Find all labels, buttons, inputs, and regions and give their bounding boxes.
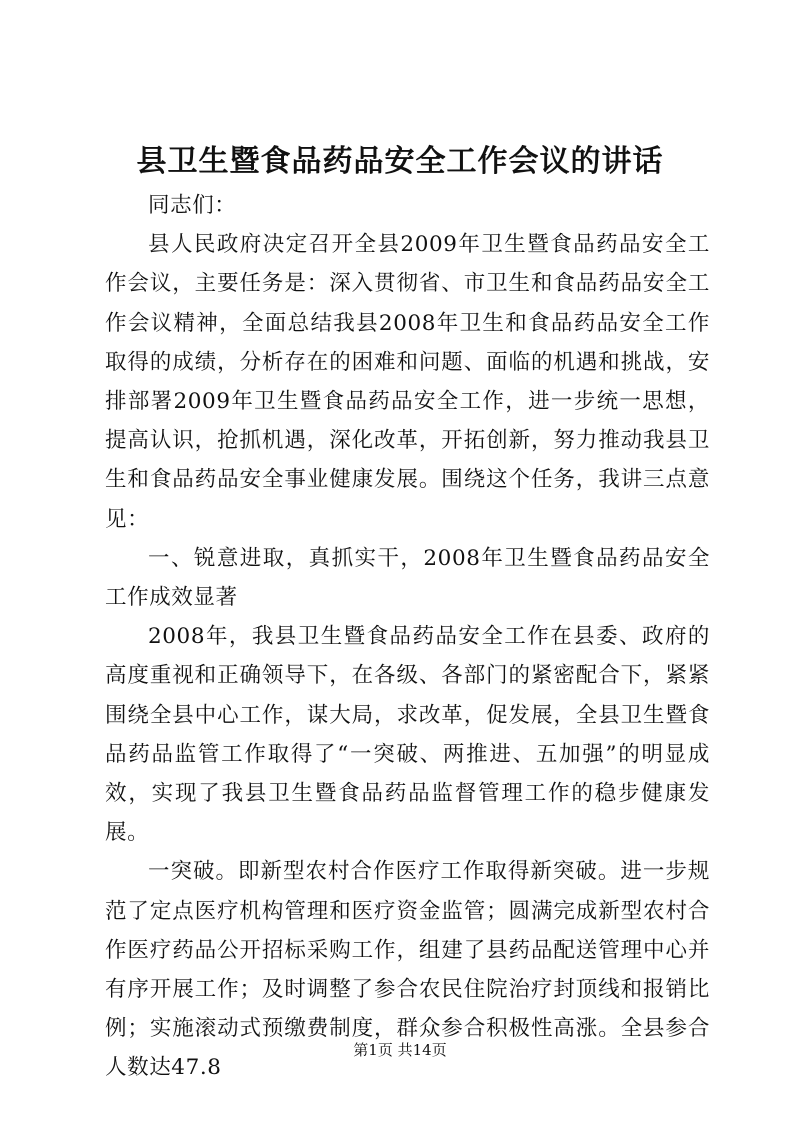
salutation: 同志们：	[148, 193, 237, 218]
page-number-footer: 第1页 共14页	[353, 1041, 447, 1059]
section-heading: 一、锐意进取，真抓实干，2008年卫生暨食品药品安全工作成效显著	[105, 545, 710, 611]
document-title: 县卫生暨食品药品安全工作会议的讲话	[136, 144, 664, 179]
paragraph-intro: 县人民政府决定召开全县2009年卫生暨食品药品安全工作会议，主要任务是：深入贯彻省、市卫生和食品药品安全工作会议精神，全面总结我县2008年卫生和食品药品安全工作取得的成绩，分析存在的困难和问题、面临的机遇和挑战，安排部署2009年卫生暨食品药品安全工作，进一步统一思想，提高认识，抢抓机遇，深化改革，开拓创新，努力推动我县卫生和食品药品安全事业健康发展。围绕这个任务，我讲三点意见：	[105, 232, 710, 532]
paragraph-achievements: 2008年，我县卫生暨食品药品安全工作在县委、政府的高度重视和正确领导下，在各级、各部门的紧密配合下，紧紧围绕全县中心工作，谋大局，求改革，促发展，全县卫生暨食品药品监管工作取得了“一突破、两推进、五加强”的明显成效，实现了我县卫生暨食品药品监督管理工作的稳步健康发展。	[105, 624, 710, 846]
paragraph-breakthrough: 一突破。即新型农村合作医疗工作取得新突破。进一步规范了定点医疗机构管理和医疗资金监管；圆满完成新型农村合作医疗药品公开招标采购工作，组建了县药品配送管理中心并有序开展工作；及时调整了参合农民住院治疗封顶线和报销比例；实施滚动式预缴费制度，群众参合积极性高涨。全县参合人数达47.8	[105, 859, 710, 1081]
document-body	[105, 186, 710, 1088]
